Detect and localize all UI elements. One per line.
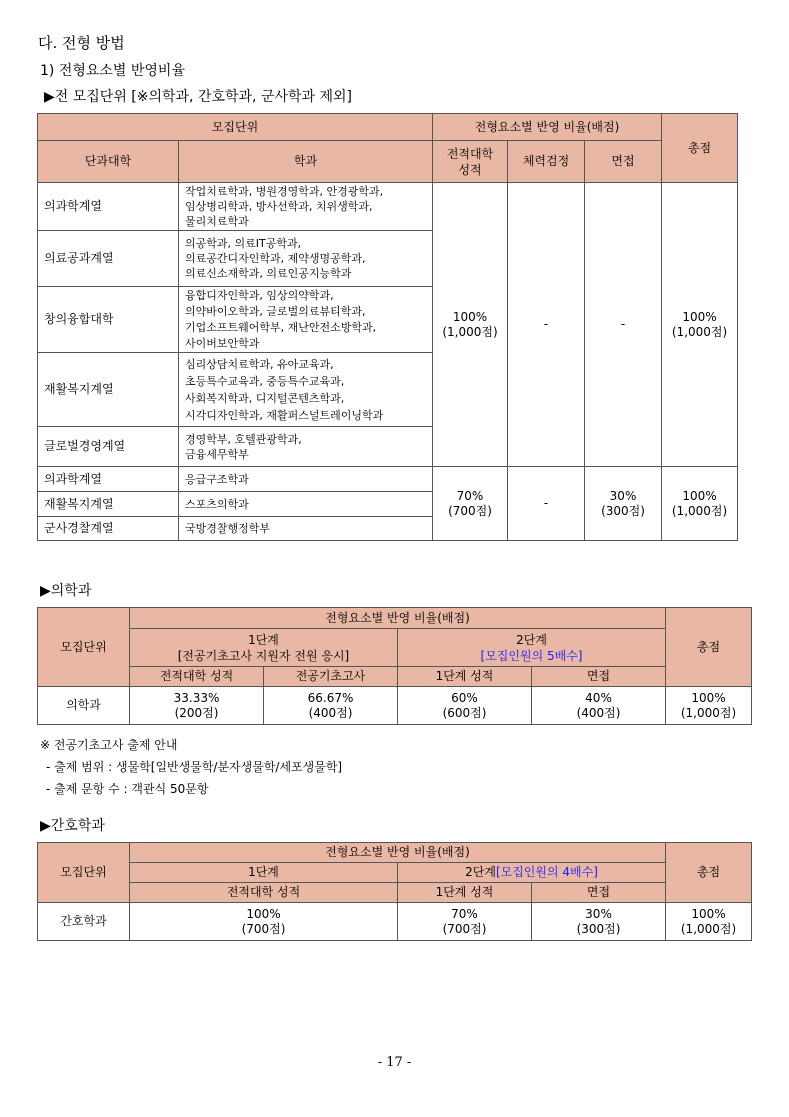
college-cell: 재활복지계열 [38, 492, 179, 517]
col-interview: 면접 [532, 883, 666, 903]
header-interview: 면접 [585, 141, 662, 183]
ratio-table-medicine [37, 607, 752, 725]
header-ratio: 전형요소별 반영 비율(배점) [433, 114, 662, 141]
college-cell: 의과학계열 [38, 467, 179, 492]
header-total: 총점 [666, 608, 752, 687]
groupB-interview: 30% (300점) [585, 467, 662, 541]
dept-cell: 경영학부, 호텔관광학과, 금융세무학부 [179, 427, 433, 467]
groupA-grade: 100% (1,000점) [433, 183, 508, 467]
stage2-note: [모집인원의 4배수] [495, 865, 598, 879]
value-cell: 100% (700점) [130, 903, 398, 941]
stage1-note: [전공기초고사 지원자 전원 응시] [177, 648, 350, 663]
dept-cell: 스포츠의학과 [179, 492, 433, 517]
college-cell: 글로벌경영계열 [38, 427, 179, 467]
dept-cell: 융합디자인학과, 임상의약학과, 의약바이오학과, 글로벌의료뷰티학과, 기업소프트웨어학부, 재난안전소방학과, 사이버보안학과 [179, 287, 433, 353]
groupB-grade: 70% (700점) [433, 467, 508, 541]
subsection-heading: 1) 전형요소별 반영비율 [40, 63, 185, 79]
dept-cell: 응급구조학과 [179, 467, 433, 492]
header-total: 총점 [666, 843, 752, 903]
college-cell: 재활복지계열 [38, 353, 179, 427]
unit-cell: 간호학과 [38, 903, 130, 941]
page-number: - 17 - [377, 1055, 412, 1070]
col-exam: 전공기초고사 [264, 667, 398, 687]
col-stage1: 1단계 성적 [398, 883, 532, 903]
groupB-total: 100% (1,000점) [662, 467, 738, 541]
note-scope: - 출제 범위 : 생물학[일반생물학/분자생물학/세포생물학] [46, 760, 343, 774]
value-cell: 40% (400점) [532, 687, 666, 725]
dept-cell: 국방경찰행정학부 [179, 517, 433, 541]
unit-cell: 의학과 [38, 687, 130, 725]
dept-cell: 심리상담치료학과, 유아교육과, 초등특수교육과, 중등특수교육과, 사회복지학과, 디지털콘텐츠학과, 시각디자인학과, 재활퍼스널트레이닝학과 [179, 353, 433, 427]
college-cell: 의료공과계열 [38, 231, 179, 287]
ratio-table-all [37, 113, 738, 541]
header-total: 총점 [662, 114, 738, 183]
stage2-label: 2단계 [465, 865, 496, 879]
all-units-heading: ▶전 모집단위 [※의학과, 간호학과, 군사학과 제외] [44, 89, 353, 105]
header-unit: 모집단위 [38, 843, 130, 903]
stage2-note: [모집인원의 5배수] [480, 648, 583, 663]
total-cell: 100% (1,000점) [666, 687, 752, 725]
header-ratio: 전형요소별 반영 비율(배점) [130, 608, 666, 629]
header-college: 단과대학 [38, 141, 179, 183]
value-cell: 66.67% (400점) [264, 687, 398, 725]
value-cell: 70% (700점) [398, 903, 532, 941]
groupA-interview: - [585, 183, 662, 467]
header-unit: 모집단위 [38, 608, 130, 687]
note-count: - 출제 문항 수 : 객관식 50문항 [46, 782, 209, 796]
dept-cell: 작업치료학과, 병원경영학과, 안경광학과, 임상병리학과, 방사선학과, 치위생학과, 물리치료학과 [179, 183, 433, 231]
college-cell: 의과학계열 [38, 183, 179, 231]
dept-cell: 의공학과, 의료IT공학과, 의료공간디자인학과, 제약생명공학과, 의료신소재학과, 의료인공지능학과 [179, 231, 433, 287]
value-cell: 30% (300점) [532, 903, 666, 941]
value-cell: 60% (600점) [398, 687, 532, 725]
ratio-table-nursing [37, 842, 752, 941]
header-dept: 학과 [179, 141, 433, 183]
total-cell: 100% (1,000점) [666, 903, 752, 941]
col-grade: 전적대학 성적 [130, 667, 264, 687]
nurse-heading: ▶간호학과 [40, 818, 105, 834]
stage1-label: 1단계 [130, 863, 398, 883]
section-heading: 다. 전형 방법 [38, 34, 125, 52]
col-stage1: 1단계 성적 [398, 667, 532, 687]
groupA-total: 100% (1,000점) [662, 183, 738, 467]
groupA-phys: - [508, 183, 585, 467]
value-cell: 33.33% (200점) [130, 687, 264, 725]
header-phys: 체력검정 [508, 141, 585, 183]
med-heading: ▶의학과 [40, 583, 92, 599]
header-grade: 전적대학 성적 [433, 141, 508, 183]
stage2-label: 2단계 [516, 632, 547, 647]
header-unit: 모집단위 [38, 114, 433, 141]
col-interview: 면접 [532, 667, 666, 687]
header-ratio: 전형요소별 반영 비율(배점) [130, 843, 666, 863]
col-grade: 전적대학 성적 [130, 883, 398, 903]
college-cell: 창의융합대학 [38, 287, 179, 353]
college-cell: 군사경찰계열 [38, 517, 179, 541]
groupB-phys: - [508, 467, 585, 541]
stage1-label: 1단계 [248, 632, 279, 647]
note-title: ※ 전공기초고사 출제 안내 [40, 738, 178, 752]
